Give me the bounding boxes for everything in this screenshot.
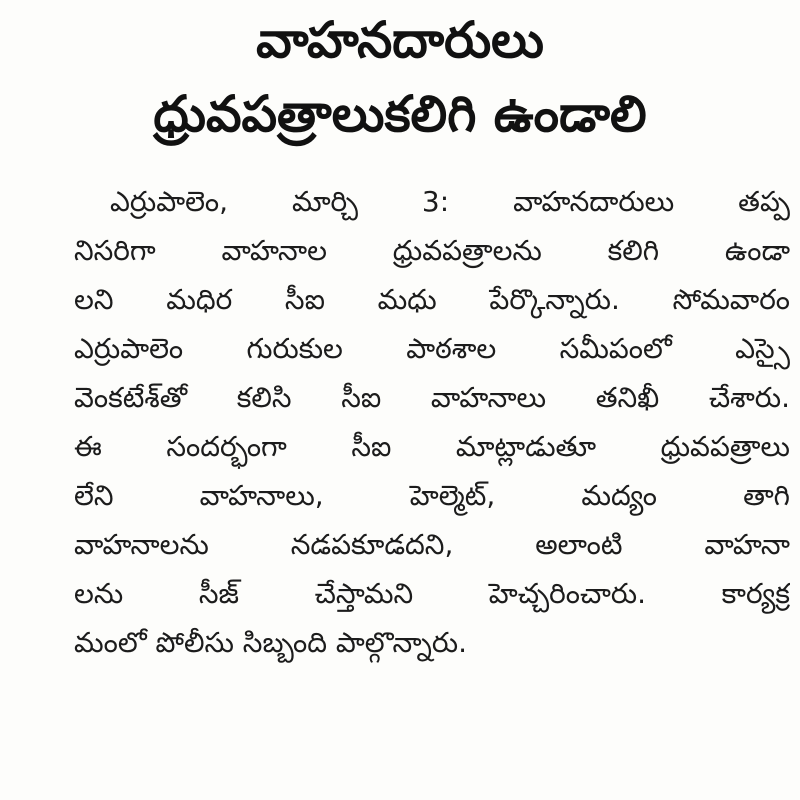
body-line-8: వాహనాలను నడపకూడదని, అలాంటి వాహనా: [74, 528, 790, 561]
headline-line-2: ధ్రువపత్రాలుకలిగి ఉండాలి: [153, 85, 647, 143]
headline-line-1: వాహనదారులు: [256, 11, 544, 69]
body-line-10: మంలో పోలీసు సిబ్బంది పాల్గొన్నారు.: [74, 626, 468, 659]
body-line-3: లని మధిర సీఐ మధు పేర్కొన్నారు. సోమవారం: [74, 283, 790, 316]
body-line-9: లను సీజ్ చేస్తామని హెచ్చరించారు. కార్యక్ర: [74, 577, 790, 610]
body-line-5: వెంకటేశ్‌తో కలిసి సీఐ వాహనాలు తనిఖీ చేశారు.: [74, 381, 790, 414]
body-line-1: ఎర్రుపాలెం, మార్చి 3: వాహనదారులు తప్ప: [110, 185, 790, 218]
body-line-7: లేని వాహనాలు, హెల్మెట్, మద్యం తాగి: [74, 479, 790, 512]
body-line-2: నిసరిగా వాహనాల ధ్రువపత్రాలను కలిగి ఉండా: [74, 234, 790, 267]
body-line-4: ఎర్రుపాలెం గురుకుల పాఠశాల సమీపంలో ఎస్సై: [74, 332, 790, 365]
body-line-6: ఈ సందర్భంగా సీఐ మాట్లాడుతూ ధ్రువపత్రాలు: [74, 430, 790, 463]
